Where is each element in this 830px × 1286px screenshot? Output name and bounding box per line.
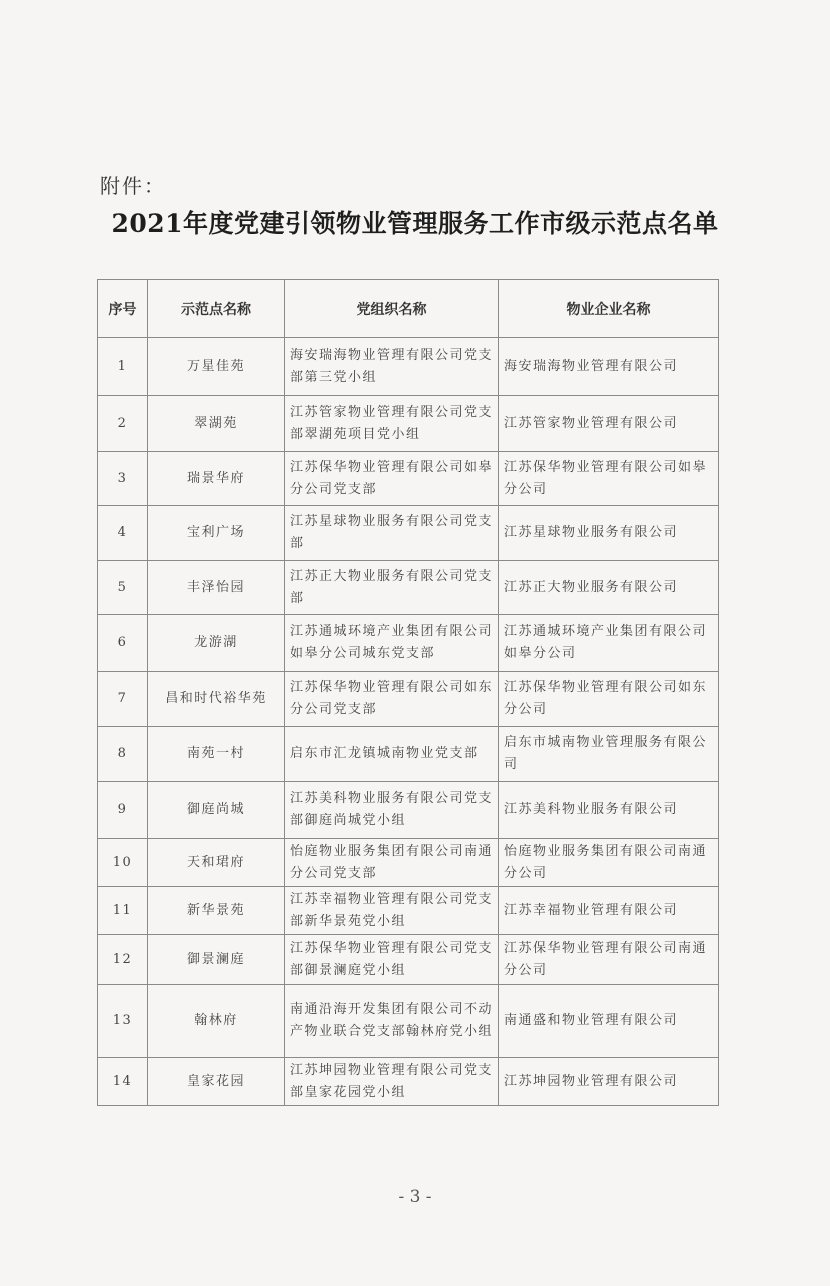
cell-property-company: 江苏幸福物业管理有限公司 bbox=[499, 887, 719, 935]
cell-index: 3 bbox=[98, 452, 148, 506]
cell-party-organization: 江苏幸福物业管理有限公司党支部新华景苑党小组 bbox=[285, 887, 499, 935]
cell-party-organization: 江苏通城环境产业集团有限公司如皋分公司城东党支部 bbox=[285, 615, 499, 672]
cell-site-name: 翠湖苑 bbox=[148, 396, 285, 452]
cell-property-company: 怡庭物业服务集团有限公司南通分公司 bbox=[499, 839, 719, 887]
cell-site-name: 天和珺府 bbox=[148, 839, 285, 887]
cell-index: 14 bbox=[98, 1058, 148, 1106]
table-row bbox=[98, 839, 719, 887]
cell-property-company: 江苏星球物业服务有限公司 bbox=[499, 506, 719, 561]
document-title: 2021年度党建引领物业管理服务工作市级示范点名单 bbox=[111, 209, 719, 238]
table-row bbox=[98, 338, 719, 396]
table-header-row bbox=[98, 280, 719, 338]
cell-index: 2 bbox=[98, 396, 148, 452]
cell-site-name: 御庭尚城 bbox=[148, 782, 285, 839]
cell-site-name: 昌和时代裕华苑 bbox=[148, 672, 285, 727]
cell-property-company: 江苏保华物业管理有限公司如东分公司 bbox=[499, 672, 719, 727]
page-number: - 3 - bbox=[398, 1187, 432, 1207]
attachment-label: 附件： bbox=[100, 174, 166, 198]
cell-index: 8 bbox=[98, 727, 148, 782]
cell-index: 10 bbox=[98, 839, 148, 887]
cell-site-name: 南苑一村 bbox=[148, 727, 285, 782]
cell-property-company: 海安瑞海物业管理有限公司 bbox=[499, 338, 719, 396]
cell-property-company: 江苏通城环境产业集团有限公司如皋分公司 bbox=[499, 615, 719, 672]
cell-property-company: 江苏正大物业服务有限公司 bbox=[499, 561, 719, 615]
table-row bbox=[98, 452, 719, 506]
cell-site-name: 龙游湖 bbox=[148, 615, 285, 672]
cell-index: 5 bbox=[98, 561, 148, 615]
cell-party-organization: 江苏坤园物业管理有限公司党支部皇家花园党小组 bbox=[285, 1058, 499, 1106]
cell-property-company: 江苏美科物业服务有限公司 bbox=[499, 782, 719, 839]
cell-party-organization: 启东市汇龙镇城南物业党支部 bbox=[285, 727, 499, 782]
cell-party-organization: 怡庭物业服务集团有限公司南通分公司党支部 bbox=[285, 839, 499, 887]
table-row bbox=[98, 615, 719, 672]
cell-party-organization: 江苏管家物业管理有限公司党支部翠湖苑项目党小组 bbox=[285, 396, 499, 452]
cell-site-name: 宝利广场 bbox=[148, 506, 285, 561]
table-row bbox=[98, 1058, 719, 1106]
demonstration-sites-table bbox=[97, 279, 719, 1106]
cell-party-organization: 江苏星球物业服务有限公司党支部 bbox=[285, 506, 499, 561]
cell-index: 6 bbox=[98, 615, 148, 672]
table-row bbox=[98, 506, 719, 561]
cell-party-organization: 江苏保华物业管理有限公司如皋分公司党支部 bbox=[285, 452, 499, 506]
table-row bbox=[98, 561, 719, 615]
header-index: 序号 bbox=[98, 280, 148, 338]
cell-property-company: 江苏保华物业管理有限公司南通分公司 bbox=[499, 935, 719, 985]
cell-site-name: 新华景苑 bbox=[148, 887, 285, 935]
cell-property-company: 江苏坤园物业管理有限公司 bbox=[499, 1058, 719, 1106]
cell-site-name: 万星佳苑 bbox=[148, 338, 285, 396]
cell-party-organization: 海安瑞海物业管理有限公司党支部第三党小组 bbox=[285, 338, 499, 396]
cell-property-company: 启东市城南物业管理服务有限公司 bbox=[499, 727, 719, 782]
cell-index: 13 bbox=[98, 985, 148, 1058]
cell-property-company: 江苏保华物业管理有限公司如皋分公司 bbox=[499, 452, 719, 506]
cell-index: 12 bbox=[98, 935, 148, 985]
header-property-company: 物业企业名称 bbox=[499, 280, 719, 338]
cell-party-organization: 江苏保华物业管理有限公司如东分公司党支部 bbox=[285, 672, 499, 727]
cell-party-organization: 南通沿海开发集团有限公司不动产物业联合党支部翰林府党小组 bbox=[285, 985, 499, 1058]
header-site-name: 示范点名称 bbox=[148, 280, 285, 338]
table-row bbox=[98, 985, 719, 1058]
cell-site-name: 御景澜庭 bbox=[148, 935, 285, 985]
table-row bbox=[98, 727, 719, 782]
cell-party-organization: 江苏美科物业服务有限公司党支部御庭尚城党小组 bbox=[285, 782, 499, 839]
table-row bbox=[98, 782, 719, 839]
cell-party-organization: 江苏正大物业服务有限公司党支部 bbox=[285, 561, 499, 615]
table-row bbox=[98, 935, 719, 985]
cell-property-company: 南通盛和物业管理有限公司 bbox=[499, 985, 719, 1058]
cell-index: 4 bbox=[98, 506, 148, 561]
cell-site-name: 瑞景华府 bbox=[148, 452, 285, 506]
cell-site-name: 翰林府 bbox=[148, 985, 285, 1058]
cell-site-name: 皇家花园 bbox=[148, 1058, 285, 1106]
cell-index: 7 bbox=[98, 672, 148, 727]
table-body bbox=[98, 338, 719, 1106]
header-party-organization: 党组织名称 bbox=[285, 280, 499, 338]
cell-index: 1 bbox=[98, 338, 148, 396]
cell-index: 11 bbox=[98, 887, 148, 935]
table-row bbox=[98, 672, 719, 727]
cell-party-organization: 江苏保华物业管理有限公司党支部御景澜庭党小组 bbox=[285, 935, 499, 985]
table-row bbox=[98, 396, 719, 452]
table-row bbox=[98, 887, 719, 935]
cell-site-name: 丰泽怡园 bbox=[148, 561, 285, 615]
cell-index: 9 bbox=[98, 782, 148, 839]
cell-property-company: 江苏管家物业管理有限公司 bbox=[499, 396, 719, 452]
